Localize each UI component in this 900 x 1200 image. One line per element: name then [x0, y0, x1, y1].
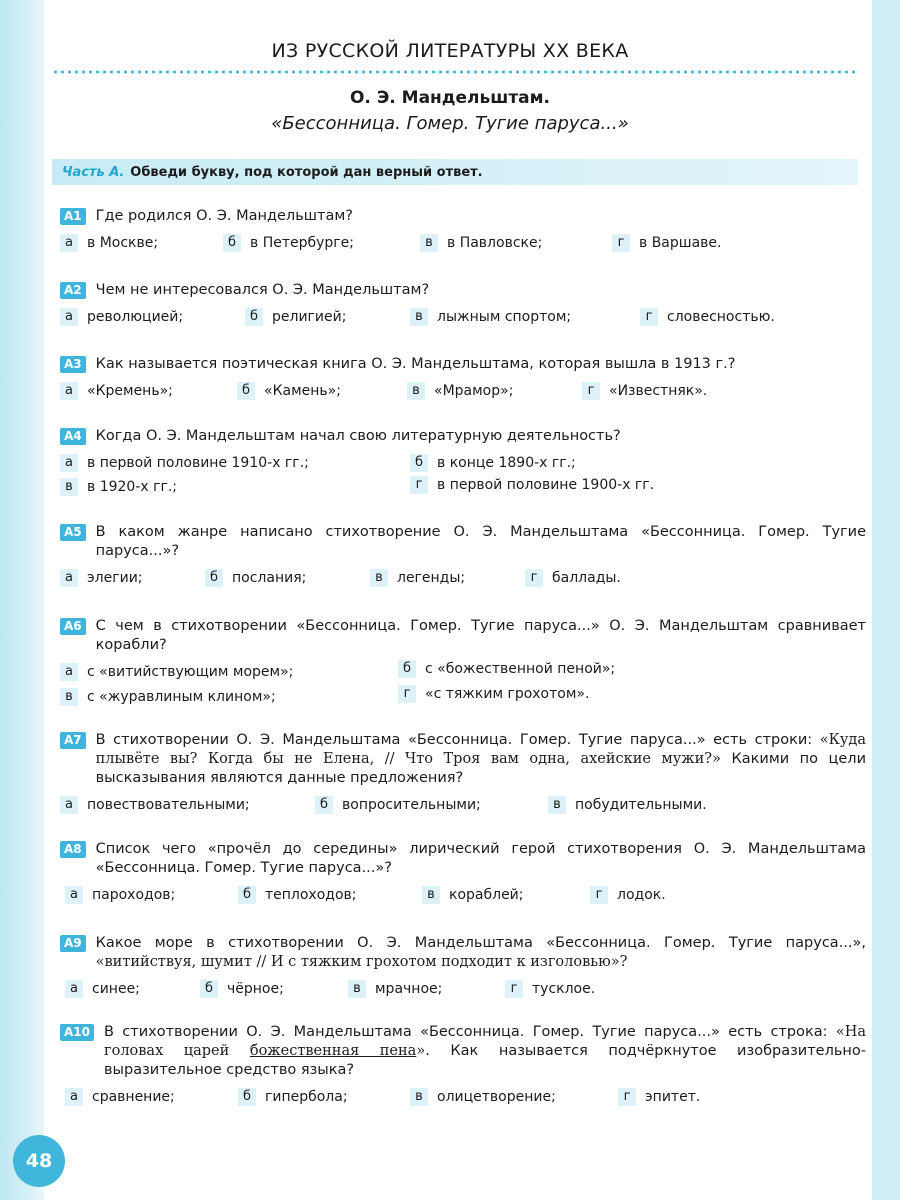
- option-text: послания;: [232, 570, 307, 586]
- option-text: «с тяжким грохотом».: [425, 686, 590, 702]
- option-text: баллады.: [552, 570, 621, 586]
- question-text: [96, 934, 866, 972]
- question-number: А4: [60, 428, 86, 445]
- option-letter: г: [640, 308, 658, 326]
- option-letter: в: [348, 980, 366, 998]
- option-text: в Москве;: [87, 235, 159, 251]
- option-letter: в: [370, 569, 388, 587]
- question-number: А5: [60, 524, 86, 541]
- option-letter: г: [582, 382, 600, 400]
- option-letter: в: [60, 478, 78, 496]
- option-text: вопросительными;: [342, 797, 481, 813]
- option-letter: г: [525, 569, 543, 587]
- option-a[interactable]: [60, 382, 173, 400]
- option-text: эпитет.: [645, 1089, 701, 1105]
- option-b[interactable]: [223, 234, 354, 252]
- question-text: Когда О. Э. Мандельштам начал свою литературную деятельность?: [95, 428, 621, 444]
- option-text: в Павловске;: [447, 235, 543, 251]
- option-a[interactable]: [65, 1088, 175, 1106]
- work-author: О. Э. Мандельштам.: [349, 88, 550, 108]
- question-text: Как называется поэтическая книга О. Э. Мандельштама, которая вышла в 1913 г.?: [95, 356, 736, 372]
- question-a4: [60, 427, 866, 504]
- option-letter: б: [238, 1088, 256, 1106]
- option-text: «Мрамор»;: [434, 383, 514, 399]
- question-a7: [60, 731, 866, 820]
- question-text-part: Какими по цели высказывания являются данные предложения?: [95, 751, 867, 786]
- option-text: с «витийствующим морем»;: [87, 664, 294, 680]
- option-v[interactable]: [348, 980, 442, 998]
- option-b[interactable]: [315, 796, 481, 814]
- question-text-part: Какое море в стихотворении О. Э. Мандельштама «Бессонница. Гомер. Тугие паруса...»,: [95, 935, 866, 951]
- option-text: с «божественной пеной»;: [425, 661, 616, 677]
- option-text: сравнение;: [92, 1089, 175, 1105]
- option-text: с «журавлиным клином»;: [87, 689, 276, 705]
- poem-quote: «витийствуя, шумит // И с тяжким грохотом подходит к изголовью»?: [95, 954, 628, 970]
- option-g[interactable]: [582, 382, 707, 400]
- option-text: религией;: [272, 309, 347, 325]
- option-text: в конце 1890-х гг.;: [437, 455, 576, 471]
- option-g[interactable]: [525, 569, 621, 587]
- option-letter: б: [200, 980, 218, 998]
- option-letter: г: [410, 476, 428, 494]
- option-letter: а: [60, 569, 78, 587]
- question-number: А1: [60, 208, 86, 225]
- option-v[interactable]: [407, 382, 513, 400]
- option-letter: г: [590, 886, 608, 904]
- question-a3: [60, 355, 866, 406]
- option-text: гипербола;: [265, 1089, 348, 1105]
- option-a[interactable]: [60, 796, 250, 814]
- option-letter: в: [420, 234, 438, 252]
- quote-end: ».: [416, 1043, 430, 1059]
- question-a10: [60, 1023, 866, 1112]
- option-letter: б: [237, 382, 255, 400]
- option-v[interactable]: [422, 886, 524, 904]
- option-text: словесностью.: [667, 309, 775, 325]
- right-margin-band: [872, 0, 900, 1200]
- option-a[interactable]: [60, 569, 143, 587]
- option-text: легенды;: [397, 570, 466, 586]
- option-a[interactable]: [65, 980, 140, 998]
- option-letter: а: [60, 796, 78, 814]
- option-letter: б: [315, 796, 333, 814]
- option-a[interactable]: [60, 663, 293, 681]
- part-instruction: Обведи букву, под которой дан верный ответ.: [130, 164, 483, 180]
- option-b[interactable]: [205, 569, 306, 587]
- option-text: лыжным спортом;: [437, 309, 572, 325]
- work-title: «Бессонница. Гомер. Тугие паруса...»: [271, 113, 629, 134]
- option-g[interactable]: [618, 1088, 700, 1106]
- question-number: А2: [60, 282, 86, 299]
- option-g[interactable]: [398, 685, 589, 703]
- option-letter: в: [422, 886, 440, 904]
- question-text-part: В стихотворении О. Э. Мандельштама «Бессонница. Гомер. Тугие паруса...» есть строка:: [104, 1024, 828, 1040]
- option-text: элегии;: [87, 570, 143, 586]
- option-g[interactable]: [505, 980, 595, 998]
- option-letter: в: [410, 308, 428, 326]
- option-text: лодок.: [617, 887, 666, 903]
- option-b[interactable]: [238, 886, 357, 904]
- option-letter: г: [398, 685, 416, 703]
- option-text: пароходов;: [92, 887, 176, 903]
- option-text: побудительными.: [575, 797, 707, 813]
- left-margin-band: [0, 0, 44, 1200]
- option-text: в Петербурге;: [250, 235, 354, 251]
- option-letter: а: [65, 1088, 83, 1106]
- option-text: кораблей;: [449, 887, 524, 903]
- option-letter: а: [60, 234, 78, 252]
- option-letter: а: [65, 886, 83, 904]
- question-text-part: В стихотворении О. Э. Мандельштама «Бессонница. Гомер. Тугие паруса...» есть строки:: [95, 732, 813, 748]
- poem-quote: «Куда плывёте вы? Когда бы не Елена, // Что Троя вам одна, ахейские мужи?»: [95, 732, 866, 767]
- section-title: ИЗ РУССКОЙ ЛИТЕРАТУРЫ XX ВЕКА: [271, 40, 629, 62]
- option-letter: г: [618, 1088, 636, 1106]
- part-label: Часть А.: [62, 164, 125, 180]
- dotted-divider: [52, 70, 858, 74]
- option-v[interactable]: [60, 688, 276, 706]
- page-number: 48: [13, 1135, 65, 1187]
- option-letter: г: [612, 234, 630, 252]
- option-letter: б: [398, 660, 416, 678]
- option-b[interactable]: [245, 308, 346, 326]
- option-a[interactable]: [60, 454, 309, 472]
- question-number: А3: [60, 356, 86, 373]
- option-letter: г: [505, 980, 523, 998]
- question-text: С чем в стихотворении «Бессонница. Гомер. Тугие паруса...» О. Э. Мандельштам сравнивает корабли?: [95, 618, 866, 653]
- option-text: революцией;: [87, 309, 184, 325]
- option-letter: б: [238, 886, 256, 904]
- option-text: в первой половине 1900-х гг.: [437, 477, 655, 493]
- option-a[interactable]: [65, 886, 175, 904]
- question-text-part: Как называется подчёркнутое изобразительно-выразительное средство языка?: [104, 1043, 866, 1078]
- question-a9: [60, 934, 866, 1004]
- option-letter: в: [410, 1088, 428, 1106]
- option-letter: б: [223, 234, 241, 252]
- option-v[interactable]: [548, 796, 707, 814]
- option-text: синее;: [92, 981, 140, 997]
- option-text: «Известняк».: [609, 383, 708, 399]
- option-text: в 1920-х гг.;: [87, 479, 177, 495]
- option-b[interactable]: [237, 382, 341, 400]
- option-g[interactable]: [590, 886, 666, 904]
- option-v[interactable]: [410, 308, 571, 326]
- option-a[interactable]: [60, 234, 158, 252]
- option-text: повествовательными;: [87, 797, 250, 813]
- option-v[interactable]: [60, 478, 177, 496]
- question-a8: [60, 840, 866, 910]
- question-text: [104, 1023, 866, 1080]
- option-b[interactable]: [398, 660, 615, 678]
- option-text: теплоходов;: [265, 887, 357, 903]
- option-letter: б: [245, 308, 263, 326]
- question-number: А6: [60, 618, 86, 635]
- option-a[interactable]: [60, 308, 183, 326]
- question-number: А8: [60, 841, 86, 858]
- question-text: В каком жанре написано стихотворение О. Э. Мандельштама «Бессонница. Гомер. Тугие паруса...»?: [95, 524, 866, 559]
- option-b[interactable]: [200, 980, 284, 998]
- question-number: А10: [60, 1024, 94, 1041]
- quote-start: «На головах царей: [104, 1024, 866, 1059]
- option-text: в первой половине 1910-х гг.;: [87, 455, 309, 471]
- option-g[interactable]: [640, 308, 775, 326]
- option-letter: а: [60, 382, 78, 400]
- option-letter: а: [60, 454, 78, 472]
- part-a-bar: [52, 159, 858, 185]
- option-letter: а: [60, 663, 78, 681]
- option-letter: в: [548, 796, 566, 814]
- option-v[interactable]: [410, 1088, 556, 1106]
- option-text: в Варшаве.: [639, 235, 722, 251]
- option-text: «Кремень»;: [87, 383, 173, 399]
- option-text: олицетворение;: [437, 1089, 556, 1105]
- option-letter: а: [60, 308, 78, 326]
- option-b[interactable]: [410, 454, 576, 472]
- question-text: Чем не интересовался О. Э. Мандельштам?: [95, 282, 430, 298]
- option-letter: в: [60, 688, 78, 706]
- option-g[interactable]: [410, 476, 654, 494]
- option-v[interactable]: [420, 234, 542, 252]
- option-g[interactable]: [612, 234, 721, 252]
- question-a6: [60, 617, 866, 713]
- option-text: «Камень»;: [264, 383, 341, 399]
- question-a1: [60, 207, 866, 258]
- option-letter: в: [407, 382, 425, 400]
- option-letter: б: [205, 569, 223, 587]
- option-text: мрачное;: [375, 981, 443, 997]
- question-a5: [60, 523, 866, 593]
- option-letter: а: [65, 980, 83, 998]
- question-a2: [60, 281, 866, 332]
- question-text: Список чего «прочёл до середины» лирический герой стихотворения О. Э. Мандельштама «Бессонница. Гомер. Тугие паруса...»?: [95, 841, 866, 876]
- option-b[interactable]: [238, 1088, 348, 1106]
- option-text: тусклое.: [532, 981, 596, 997]
- option-text: чёрное;: [227, 981, 284, 997]
- question-number: А9: [60, 935, 86, 952]
- underlined-phrase: божественная пена: [249, 1043, 417, 1059]
- question-text: Где родился О. Э. Мандельштам?: [95, 208, 353, 224]
- question-number: А7: [60, 732, 86, 749]
- question-text: [96, 731, 866, 788]
- option-letter: б: [410, 454, 428, 472]
- option-v[interactable]: [370, 569, 465, 587]
